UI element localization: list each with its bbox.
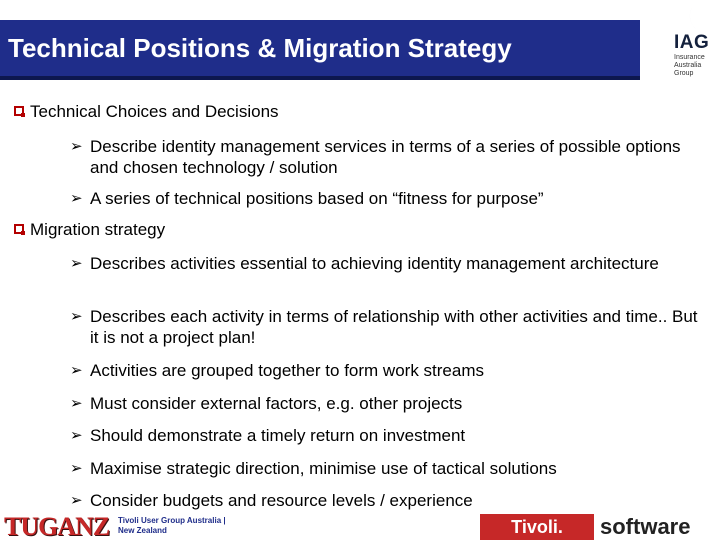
arrow-bullet-icon: ➢: [70, 492, 83, 509]
arrow-bullet-icon: ➢: [70, 308, 83, 325]
footer: [0, 512, 720, 540]
arrow-bullet-icon: ➢: [70, 460, 83, 477]
list-item: ➢ Describes activities essential to achieving identity management architecture: [70, 254, 659, 273]
section-heading: Migration strategy: [14, 220, 165, 240]
list-item: ➢ Must consider external factors, e.g. other projects: [70, 394, 463, 413]
list-item: ➢ A series of technical positions based on “fitness for purpose”: [70, 189, 544, 208]
list-item: ➢ Describes each activity in terms of relationship with other activities and time.. But it is not a project plan!: [70, 307, 698, 347]
arrow-bullet-icon: ➢: [70, 190, 83, 207]
slide-title: Technical Positions & Migration Strategy: [8, 32, 512, 63]
section-heading: Technical Choices and Decisions: [14, 102, 279, 122]
square-bullet-icon: [14, 224, 24, 234]
list-item: ➢ Maximise strategic direction, minimise use of tactical solutions: [70, 459, 557, 478]
list-item: ➢ Consider budgets and resource levels / experience: [70, 491, 473, 510]
tuganz-logo: TUGANZ: [4, 512, 110, 541]
arrow-bullet-icon: ➢: [70, 362, 83, 379]
list-item: ➢ Describe identity management services in terms of a series of possible options and chosen technology / solution: [70, 137, 681, 177]
tuganz-subtitle: Tivoli User Group Australia | New Zealand: [118, 516, 226, 535]
arrow-bullet-icon: ➢: [70, 138, 83, 155]
iag-logo: [664, 0, 720, 84]
tivoli-logo: Tivoli.: [480, 514, 594, 540]
list-item: ➢ Activities are grouped together to form work streams: [70, 361, 484, 380]
iag-crescent-icon: [664, 0, 720, 36]
arrow-bullet-icon: ➢: [70, 255, 83, 272]
arrow-bullet-icon: ➢: [70, 395, 83, 412]
square-bullet-icon: [14, 106, 24, 116]
arrow-bullet-icon: ➢: [70, 427, 83, 444]
title-bar: [0, 20, 640, 80]
iag-wordmark: IAG: [674, 32, 710, 53]
software-wordmark: software: [600, 514, 691, 539]
iag-tagline: Insurance Australia Group: [674, 54, 705, 77]
list-item: ➢ Should demonstrate a timely return on investment: [70, 426, 466, 445]
